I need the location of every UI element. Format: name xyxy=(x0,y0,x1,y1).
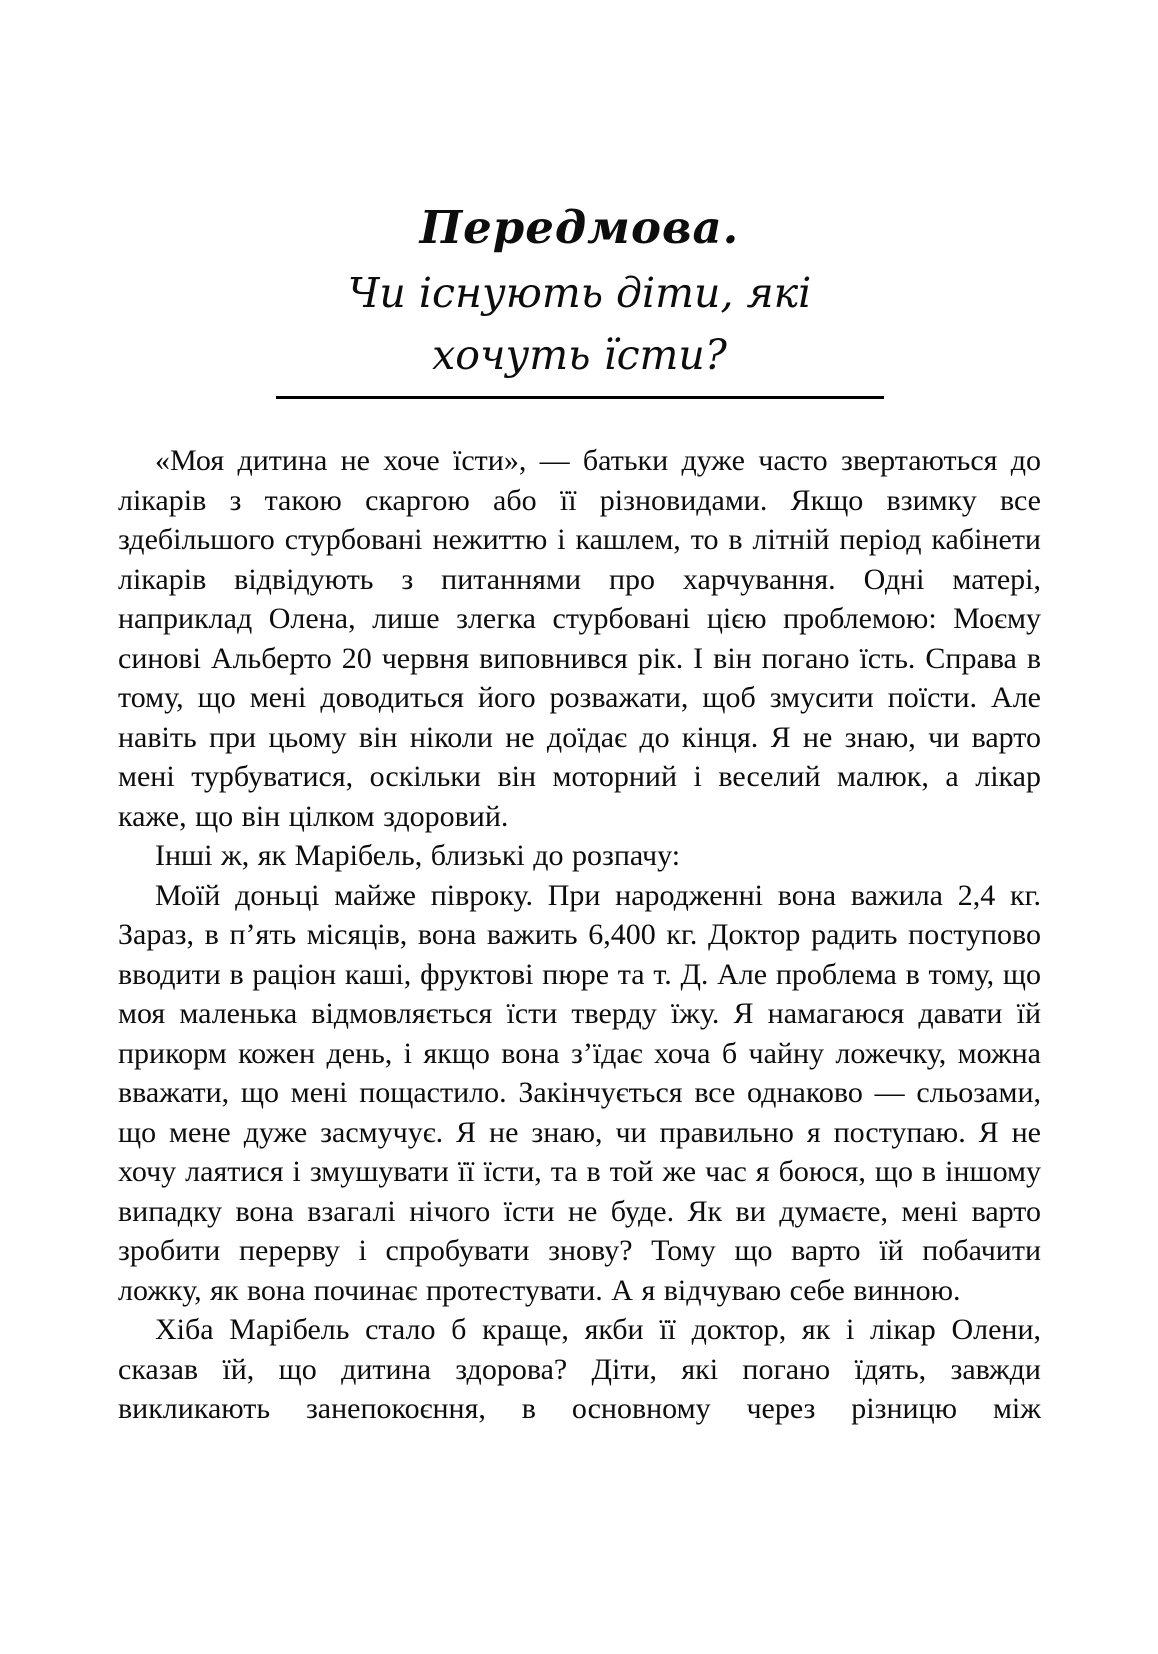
title-divider-rule xyxy=(276,396,884,399)
chapter-subtitle-line-1: Чи існують діти, які xyxy=(347,269,812,317)
page-body xyxy=(118,441,1041,1429)
body-paragraph-3: Моїй доньці майже півроку. При народженні вона важила 2,4 кг. Зараз, в п’ять місяців, вона важить 6,400 кг. Доктор радить поступово вводити в раціон каші, фруктові пюре та т. Д. Але проблема в тому, що моя маленька відмовляється їсти тверду їжу. Я намагаюся давати їй прикорм кожен день, і якщо вона з’їдає хоча б чайну ложечку, можна вважати, що мені пощастило. Закінчується все однаково — сльозами, що мене дуже засмучує. Я не знаю, чи правильно я поступаю. Я не хочу лаятися і змушувати її їсти, та в той же час я боюся, що в іншому випадку вона взагалі нічого їсти не буде. Як ви думаєте, мені варто зробити перерву і спробувати знову? Тому що варто їй побачити ложку, як вона починає протестувати. А я відчуваю себе винною. xyxy=(118,878,1041,1307)
chapter-subtitle-line-2: хочуть їсти? xyxy=(432,331,727,379)
chapter-title: Передмова. xyxy=(419,201,740,254)
body-paragraph-2: Інші ж, як Марібель, близькі до розпачу: xyxy=(155,839,681,872)
chapter-heading xyxy=(118,200,1041,399)
body-paragraph-4: Хіба Марібель стало б краще, якби її доктор, як і лікар Олени, сказав їй, що дитина здорова? Діти, які погано їдять, завжди викликають занепокоєння, в основному через різницю між xyxy=(118,1313,1041,1425)
body-paragraph-1: «Моя дитина не хоче їсти», — батьки дуже часто звертаються до лікарів з такою скаргою або її різновидами. Якщо взимку все здебільшого стурбовані нежиттю і кашлем, то в літній період кабінети лікарів відвідують з питаннями про харчування. Одні матері, наприклад Олена, лише злегка стурбовані цією проблемою: Моєму синові Альберто 20 червня виповнився рік. І він погано їсть. Справа в тому, що мені доводиться його розважати, щоб змусити поїсти. Але навіть при цьому він ніколи не доїдає до кінця. Я не знаю, чи варто мені турбуватися, оскільки він моторний і веселий малюк, а лікар каже, що він цілком здоровий. xyxy=(118,444,1041,833)
chapter-subtitle xyxy=(118,262,1041,386)
